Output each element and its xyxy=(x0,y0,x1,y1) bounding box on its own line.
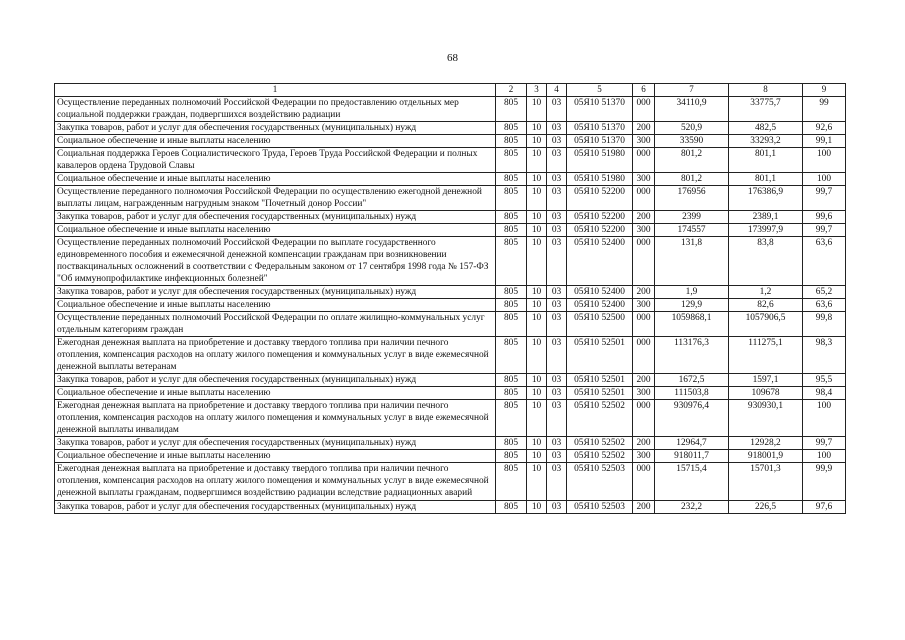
cell-percent: 100 xyxy=(803,400,846,437)
cell-actual-amount: 801,1 xyxy=(729,172,803,185)
cell-subsection: 03 xyxy=(547,387,567,400)
row-description: Ежегодная денежная выплата на приобретение и доставку твердого топлива при наличии печного отопления, компенсация расходов на оплату жилого помещения и коммунальных услуг в виде ежемесячной денежной выплаты гражданам, подвергшимся воздействию радиации вследствие радиационных аварий xyxy=(55,463,496,500)
row-description: Социальное обеспечение и иные выплаты населению xyxy=(55,450,496,463)
cell-percent: 98,4 xyxy=(803,387,846,400)
cell-percent: 92,6 xyxy=(803,121,846,134)
cell-plan-amount: 34110,9 xyxy=(655,96,729,121)
cell-section: 10 xyxy=(527,463,547,500)
cell-percent: 63,6 xyxy=(803,236,846,285)
cell-expense-type: 000 xyxy=(633,463,655,500)
cell-ministry: 805 xyxy=(496,285,527,298)
cell-target-article: 05Я10 52503 xyxy=(567,463,633,500)
cell-actual-amount: 33775,7 xyxy=(729,96,803,121)
cell-target-article: 05Я10 52503 xyxy=(567,500,633,513)
cell-plan-amount: 2399 xyxy=(655,210,729,223)
header-col-8: 8 xyxy=(729,84,803,97)
row-description: Закупка товаров, работ и услуг для обеспечения государственных (муниципальных) нужд xyxy=(55,121,496,134)
cell-subsection: 03 xyxy=(547,96,567,121)
table-row xyxy=(55,463,846,500)
cell-actual-amount: 482,5 xyxy=(729,121,803,134)
cell-section: 10 xyxy=(527,337,547,374)
cell-subsection: 03 xyxy=(547,121,567,134)
cell-actual-amount: 801,1 xyxy=(729,147,803,172)
table-row xyxy=(55,134,846,147)
cell-section: 10 xyxy=(527,450,547,463)
cell-percent: 97,6 xyxy=(803,500,846,513)
cell-actual-amount: 918001,9 xyxy=(729,450,803,463)
cell-target-article: 05Я10 52501 xyxy=(567,337,633,374)
cell-ministry: 805 xyxy=(496,337,527,374)
cell-subsection: 03 xyxy=(547,400,567,437)
table-row xyxy=(55,236,846,285)
row-description: Социальное обеспечение и иные выплаты населению xyxy=(55,134,496,147)
cell-percent: 99,6 xyxy=(803,210,846,223)
cell-subsection: 03 xyxy=(547,463,567,500)
cell-target-article: 05Я10 52500 xyxy=(567,312,633,337)
cell-plan-amount: 33590 xyxy=(655,134,729,147)
cell-ministry: 805 xyxy=(496,121,527,134)
cell-section: 10 xyxy=(527,312,547,337)
cell-actual-amount: 109678 xyxy=(729,387,803,400)
cell-actual-amount: 33293,2 xyxy=(729,134,803,147)
cell-ministry: 805 xyxy=(496,210,527,223)
cell-section: 10 xyxy=(527,96,547,121)
cell-target-article: 05Я10 52400 xyxy=(567,285,633,298)
budget-table xyxy=(54,83,846,514)
cell-actual-amount: 1057906,5 xyxy=(729,312,803,337)
cell-section: 10 xyxy=(527,185,547,210)
row-description: Закупка товаров, работ и услуг для обеспечения государственных (муниципальных) нужд xyxy=(55,210,496,223)
row-description: Социальное обеспечение и иные выплаты населению xyxy=(55,299,496,312)
row-description: Осуществление переданных полномочий Российской Федерации по оплате жилищно-коммунальных услуг отдельным категориям граждан xyxy=(55,312,496,337)
row-description: Ежегодная денежная выплата на приобретение и доставку твердого топлива при наличии печного отопления, компенсация расходов на оплату жилого помещения и коммунальных услуг в виде ежемесячной денежной выплаты ветеранам xyxy=(55,337,496,374)
cell-section: 10 xyxy=(527,134,547,147)
cell-plan-amount: 113176,3 xyxy=(655,337,729,374)
table-row xyxy=(55,374,846,387)
cell-section: 10 xyxy=(527,210,547,223)
cell-plan-amount: 111503,8 xyxy=(655,387,729,400)
cell-plan-amount: 801,2 xyxy=(655,147,729,172)
cell-section: 10 xyxy=(527,121,547,134)
cell-subsection: 03 xyxy=(547,134,567,147)
cell-plan-amount: 801,2 xyxy=(655,172,729,185)
cell-actual-amount: 83,8 xyxy=(729,236,803,285)
cell-section: 10 xyxy=(527,299,547,312)
cell-percent: 99,7 xyxy=(803,223,846,236)
cell-ministry: 805 xyxy=(496,387,527,400)
table-row xyxy=(55,437,846,450)
cell-actual-amount: 173997,9 xyxy=(729,223,803,236)
table-row xyxy=(55,210,846,223)
table-row xyxy=(55,312,846,337)
row-description: Закупка товаров, работ и услуг для обеспечения государственных (муниципальных) нужд xyxy=(55,374,496,387)
header-col-3: 3 xyxy=(527,84,547,97)
cell-plan-amount: 176956 xyxy=(655,185,729,210)
cell-target-article: 05Я10 51980 xyxy=(567,147,633,172)
cell-section: 10 xyxy=(527,437,547,450)
row-description: Социальное обеспечение и иные выплаты населению xyxy=(55,223,496,236)
cell-percent: 100 xyxy=(803,147,846,172)
cell-percent: 100 xyxy=(803,450,846,463)
cell-actual-amount: 1,2 xyxy=(729,285,803,298)
cell-subsection: 03 xyxy=(547,172,567,185)
table-row xyxy=(55,121,846,134)
cell-actual-amount: 176386,9 xyxy=(729,185,803,210)
row-description: Социальное обеспечение и иные выплаты населению xyxy=(55,387,496,400)
cell-expense-type: 200 xyxy=(633,210,655,223)
cell-expense-type: 200 xyxy=(633,500,655,513)
cell-section: 10 xyxy=(527,223,547,236)
cell-ministry: 805 xyxy=(496,134,527,147)
row-description: Закупка товаров, работ и услуг для обеспечения государственных (муниципальных) нужд xyxy=(55,285,496,298)
header-col-5: 5 xyxy=(567,84,633,97)
cell-ministry: 805 xyxy=(496,500,527,513)
cell-expense-type: 200 xyxy=(633,285,655,298)
table-row xyxy=(55,185,846,210)
cell-plan-amount: 129,9 xyxy=(655,299,729,312)
cell-percent: 98,3 xyxy=(803,337,846,374)
cell-expense-type: 300 xyxy=(633,450,655,463)
cell-percent: 99,7 xyxy=(803,437,846,450)
table-row xyxy=(55,500,846,513)
cell-subsection: 03 xyxy=(547,185,567,210)
cell-expense-type: 300 xyxy=(633,223,655,236)
cell-target-article: 05Я10 52200 xyxy=(567,210,633,223)
table-row xyxy=(55,299,846,312)
cell-section: 10 xyxy=(527,285,547,298)
header-col-4: 4 xyxy=(547,84,567,97)
cell-subsection: 03 xyxy=(547,437,567,450)
cell-ministry: 805 xyxy=(496,312,527,337)
cell-subsection: 03 xyxy=(547,236,567,285)
cell-expense-type: 000 xyxy=(633,337,655,374)
cell-subsection: 03 xyxy=(547,337,567,374)
table-row xyxy=(55,400,846,437)
row-description: Осуществление переданных полномочий Российской Федерации по предоставлению отдельных мер социальной поддержки граждан, подвергшихся воздействию радиации xyxy=(55,96,496,121)
cell-actual-amount: 12928,2 xyxy=(729,437,803,450)
cell-ministry: 805 xyxy=(496,147,527,172)
cell-plan-amount: 232,2 xyxy=(655,500,729,513)
cell-percent: 95,5 xyxy=(803,374,846,387)
header-col-2: 2 xyxy=(496,84,527,97)
cell-target-article: 05Я10 52502 xyxy=(567,450,633,463)
cell-target-article: 05Я10 52400 xyxy=(567,299,633,312)
cell-ministry: 805 xyxy=(496,96,527,121)
header-col-9: 9 xyxy=(803,84,846,97)
cell-ministry: 805 xyxy=(496,185,527,210)
cell-expense-type: 300 xyxy=(633,299,655,312)
cell-expense-type: 000 xyxy=(633,96,655,121)
cell-percent: 100 xyxy=(803,172,846,185)
cell-ministry: 805 xyxy=(496,450,527,463)
cell-section: 10 xyxy=(527,400,547,437)
cell-expense-type: 000 xyxy=(633,236,655,285)
cell-plan-amount: 1672,5 xyxy=(655,374,729,387)
cell-target-article: 05Я10 52400 xyxy=(567,236,633,285)
cell-actual-amount: 226,5 xyxy=(729,500,803,513)
cell-expense-type: 200 xyxy=(633,437,655,450)
cell-section: 10 xyxy=(527,147,547,172)
cell-percent: 99,9 xyxy=(803,463,846,500)
table-row xyxy=(55,96,846,121)
table-row xyxy=(55,337,846,374)
row-description: Социальная поддержка Героев Социалистического Труда, Героев Труда Российской Федерации и полных кавалеров ордена Трудовой Славы xyxy=(55,147,496,172)
cell-target-article: 05Я10 52501 xyxy=(567,387,633,400)
row-description: Социальное обеспечение и иные выплаты населению xyxy=(55,172,496,185)
row-description: Ежегодная денежная выплата на приобретение и доставку твердого топлива при наличии печного отопления, компенсация расходов на оплату жилого помещения и коммунальных услуг в виде ежемесячной денежной выплаты инвалидам xyxy=(55,400,496,437)
cell-target-article: 05Я10 52502 xyxy=(567,437,633,450)
cell-subsection: 03 xyxy=(547,374,567,387)
cell-plan-amount: 1059868,1 xyxy=(655,312,729,337)
table-row xyxy=(55,450,846,463)
row-description: Осуществление переданного полномочия Российской Федерации по осуществлению ежегодной денежной выплаты лицам, награжденным нагрудным знаком "Почетный донор России" xyxy=(55,185,496,210)
row-description: Закупка товаров, работ и услуг для обеспечения государственных (муниципальных) нужд xyxy=(55,500,496,513)
cell-expense-type: 300 xyxy=(633,134,655,147)
cell-plan-amount: 520,9 xyxy=(655,121,729,134)
cell-ministry: 805 xyxy=(496,299,527,312)
page-number: 68 xyxy=(447,52,458,64)
cell-actual-amount: 930930,1 xyxy=(729,400,803,437)
cell-percent: 63,6 xyxy=(803,299,846,312)
cell-actual-amount: 111275,1 xyxy=(729,337,803,374)
cell-ministry: 805 xyxy=(496,463,527,500)
cell-percent: 99 xyxy=(803,96,846,121)
cell-actual-amount: 2389,1 xyxy=(729,210,803,223)
cell-ministry: 805 xyxy=(496,437,527,450)
cell-target-article: 05Я10 51980 xyxy=(567,172,633,185)
cell-ministry: 805 xyxy=(496,172,527,185)
cell-section: 10 xyxy=(527,374,547,387)
cell-target-article: 05Я10 51370 xyxy=(567,121,633,134)
cell-expense-type: 200 xyxy=(633,121,655,134)
cell-expense-type: 000 xyxy=(633,400,655,437)
cell-subsection: 03 xyxy=(547,147,567,172)
cell-section: 10 xyxy=(527,172,547,185)
cell-percent: 65,2 xyxy=(803,285,846,298)
cell-expense-type: 000 xyxy=(633,185,655,210)
cell-percent: 99,8 xyxy=(803,312,846,337)
cell-target-article: 05Я10 52200 xyxy=(567,223,633,236)
cell-expense-type: 300 xyxy=(633,387,655,400)
cell-expense-type: 000 xyxy=(633,312,655,337)
cell-target-article: 05Я10 51370 xyxy=(567,134,633,147)
table-row xyxy=(55,223,846,236)
row-description: Закупка товаров, работ и услуг для обеспечения государственных (муниципальных) нужд xyxy=(55,437,496,450)
cell-actual-amount: 15701,3 xyxy=(729,463,803,500)
table-header-row xyxy=(55,84,846,97)
table-row xyxy=(55,285,846,298)
header-col-7: 7 xyxy=(655,84,729,97)
cell-plan-amount: 174557 xyxy=(655,223,729,236)
cell-actual-amount: 82,6 xyxy=(729,299,803,312)
cell-section: 10 xyxy=(527,236,547,285)
cell-subsection: 03 xyxy=(547,450,567,463)
cell-subsection: 03 xyxy=(547,312,567,337)
table-row xyxy=(55,147,846,172)
cell-section: 10 xyxy=(527,500,547,513)
cell-percent: 99,1 xyxy=(803,134,846,147)
cell-plan-amount: 930976,4 xyxy=(655,400,729,437)
table-row xyxy=(55,387,846,400)
cell-target-article: 05Я10 51370 xyxy=(567,96,633,121)
cell-subsection: 03 xyxy=(547,299,567,312)
cell-plan-amount: 1,9 xyxy=(655,285,729,298)
cell-actual-amount: 1597,1 xyxy=(729,374,803,387)
cell-ministry: 805 xyxy=(496,374,527,387)
cell-plan-amount: 918011,7 xyxy=(655,450,729,463)
cell-percent: 99,7 xyxy=(803,185,846,210)
cell-ministry: 805 xyxy=(496,400,527,437)
cell-ministry: 805 xyxy=(496,236,527,285)
cell-plan-amount: 12964,7 xyxy=(655,437,729,450)
cell-section: 10 xyxy=(527,387,547,400)
cell-expense-type: 300 xyxy=(633,172,655,185)
cell-ministry: 805 xyxy=(496,223,527,236)
cell-plan-amount: 131,8 xyxy=(655,236,729,285)
cell-target-article: 05Я10 52200 xyxy=(567,185,633,210)
cell-expense-type: 000 xyxy=(633,147,655,172)
cell-plan-amount: 15715,4 xyxy=(655,463,729,500)
row-description: Осуществление переданных полномочий Российской Федерации по выплате государственного единовременного пособия и ежемесячной денежной компенсации гражданам при возникновении поствакцинальных осложнений в соответствии с Федеральным законом от 17 сентября 1998 года № 157-ФЗ "Об иммунопрофилактике инфекционных болезней" xyxy=(55,236,496,285)
cell-subsection: 03 xyxy=(547,210,567,223)
cell-target-article: 05Я10 52501 xyxy=(567,374,633,387)
cell-subsection: 03 xyxy=(547,223,567,236)
cell-subsection: 03 xyxy=(547,285,567,298)
header-col-1: 1 xyxy=(55,84,496,97)
cell-expense-type: 200 xyxy=(633,374,655,387)
cell-subsection: 03 xyxy=(547,500,567,513)
header-col-6: 6 xyxy=(633,84,655,97)
cell-target-article: 05Я10 52502 xyxy=(567,400,633,437)
table-row xyxy=(55,172,846,185)
